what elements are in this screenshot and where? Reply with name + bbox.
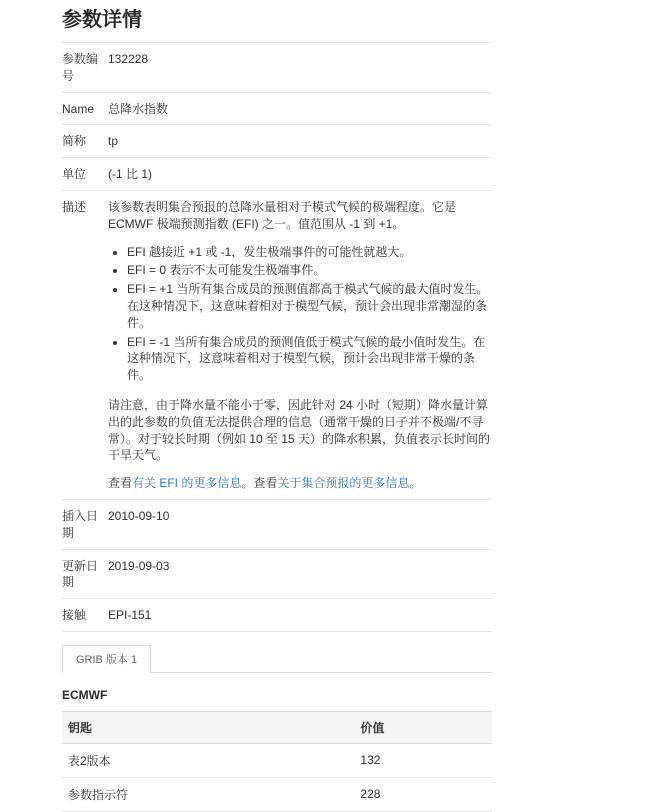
description-links-line	[108, 475, 492, 492]
description-bullet: • EFI = -1 当所有集合成员的预测值低于模式气候的最小值时发生。在这种情况下，这意味着相对于模型气候，预计会出现非常干燥的条件。	[127, 334, 492, 384]
description-bullet: • EFI = 0 表示不太可能发生极端事件。	[127, 262, 492, 279]
detail-label: 描述	[62, 199, 87, 214]
punctuation: 。	[409, 476, 422, 491]
grib-tab-bar	[62, 645, 492, 673]
detail-row-shortname	[62, 124, 492, 157]
contact-value: EPI-151	[108, 608, 152, 623]
detail-label: 单位	[62, 167, 87, 182]
table-cell-value: 132	[354, 743, 492, 777]
param-id-value: 132228	[108, 52, 149, 66]
detail-label: 参数编号	[62, 52, 99, 83]
detail-label: 插入日期	[62, 508, 99, 540]
description-bullet: • EFI 越接近 +1 或 -1，发生极端事件的可能性就越大。	[127, 244, 492, 261]
detail-row-description	[62, 190, 492, 499]
column-header-key: 钥匙	[62, 711, 354, 743]
description-bullet-list	[108, 244, 492, 384]
section-title-ecmwf: ECMWF	[62, 687, 108, 702]
detail-row-unit	[62, 157, 492, 190]
description-note: 请注意，由于降水量不能小于零，因此针对 24 小时（短期）降水量计算出的此参数的负值无法提供合理的信息（通常干燥的日子并不极端/不寻常）。对于较长时期（例如 10 至 15 天）的降水积累，负值表示长时间的干旱天气。	[108, 397, 491, 463]
insert-date-value: 2010-09-10	[108, 508, 170, 523]
detail-row-insert-date	[62, 499, 492, 549]
table-cell-key: 参数指示符	[62, 777, 354, 811]
page-title: 参数详情	[62, 9, 142, 31]
see-text: 查看	[253, 476, 278, 491]
detail-label: Name	[62, 101, 95, 116]
column-header-value: 价值	[354, 711, 492, 743]
detail-label: 更新日期	[62, 558, 99, 590]
table-cell-value: 228	[354, 777, 492, 811]
detail-label: 简称	[62, 134, 87, 149]
punctuation: 。	[241, 476, 254, 491]
efi-more-info-link[interactable]: 有关 EFI 的更多信息	[132, 476, 242, 491]
table-cell-key: 表2版本	[62, 743, 354, 777]
param-description	[108, 199, 492, 492]
detail-row-param-id	[62, 42, 492, 92]
parameter-details-list	[62, 42, 492, 632]
update-date-value: 2019-09-03	[108, 558, 170, 573]
detail-row-update-date	[62, 549, 492, 599]
see-text: 查看	[108, 476, 133, 491]
tab-grib-version-1[interactable]: GRIB 版本 1	[62, 645, 151, 673]
param-unit-value: (-1 比 1)	[108, 167, 153, 182]
description-intro: 该参数表明集合预报的总降水量相对于模式气候的极端程度。它是 ECMWF 极端预测指数 (EFI) 之一。值范围从 -1 到 +1。	[108, 199, 457, 231]
table-row	[62, 777, 492, 811]
table-row	[62, 743, 492, 777]
detail-label: 接触	[62, 608, 87, 623]
grib-key-value-table	[62, 711, 492, 812]
table-header-row	[62, 711, 492, 743]
detail-row-contact	[62, 598, 492, 631]
param-shortname-value: tp	[108, 134, 119, 149]
param-name-value: 总降水指数	[108, 101, 169, 116]
description-bullet: • EFI = +1 当所有集合成员的预测值都高于模式气候的最大值时发生。在这种情况下，这意味着相对于模型气候，预计会出现非常潮湿的条件。	[127, 281, 492, 331]
detail-row-name	[62, 92, 492, 125]
ensemble-forecast-more-info-link[interactable]: 关于集合预报的更多信息	[277, 476, 410, 491]
